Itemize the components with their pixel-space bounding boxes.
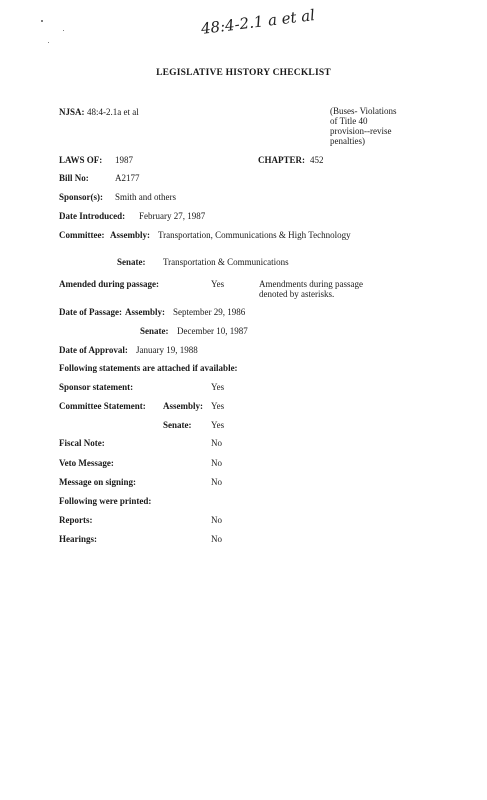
committee-statement-label: Committee Statement:	[59, 401, 146, 411]
page-title: LEGISLATIVE HISTORY CHECKLIST	[156, 68, 331, 78]
date-of-approval-label: Date of Approval:	[59, 345, 128, 355]
date-of-approval-value: January 19, 1988	[136, 345, 198, 355]
cs-assembly-value: Yes	[211, 401, 225, 411]
statements-heading: Following statements are attached if available:	[59, 363, 238, 373]
scan-speck	[41, 20, 43, 22]
passage-senate-value: December 10, 1987	[177, 326, 248, 336]
committee-senate-label: Senate:	[117, 257, 146, 267]
printed-heading: Following were printed:	[59, 496, 152, 506]
amended-value: Yes	[211, 279, 225, 289]
subject-block	[330, 106, 397, 146]
handwritten-annotation: 48:4-2.1 a et al	[200, 6, 316, 38]
amended-note	[259, 279, 363, 299]
hearings-value: No	[211, 534, 222, 544]
fiscal-note-label: Fiscal Note:	[59, 438, 105, 448]
reports-label: Reports:	[59, 515, 93, 525]
veto-message-label: Veto Message:	[59, 458, 114, 468]
amended-label: Amended during passage:	[59, 279, 160, 289]
njsa-value: 48:4-2.1a et al	[87, 107, 139, 117]
cs-senate-value: Yes	[211, 420, 225, 430]
sponsor-label: Sponsor(s):	[59, 192, 104, 202]
amended-note-line: Amendments during passage	[259, 279, 363, 289]
cs-assembly-label: Assembly:	[163, 401, 203, 411]
scan-speck	[48, 42, 49, 43]
sponsor-statement-label: Sponsor statement:	[59, 382, 134, 392]
committee-assembly-label: Assembly:	[110, 230, 150, 240]
bill-no-value: A2177	[115, 173, 140, 183]
passage-senate-label: Senate:	[140, 326, 169, 336]
message-signing-label: Message on signing:	[59, 477, 137, 487]
veto-message-value: No	[211, 458, 222, 468]
laws-of-label: LAWS OF:	[59, 155, 103, 165]
hearings-label: Hearings:	[59, 534, 97, 544]
sponsor-value: Smith and others	[115, 192, 176, 202]
bill-no-label: Bill No:	[59, 173, 89, 183]
date-introduced-value: February 27, 1987	[139, 211, 206, 221]
scan-speck	[63, 30, 64, 31]
chapter-label: CHAPTER:	[258, 155, 305, 165]
committee-assembly-value: Transportation, Communications & High Technology	[158, 230, 351, 240]
cs-senate-label: Senate:	[163, 420, 192, 430]
date-introduced-label: Date Introduced:	[59, 211, 126, 221]
subject-line: (Buses- Violations	[330, 106, 397, 116]
committee-senate-value: Transportation & Communications	[163, 257, 289, 267]
message-signing-value: No	[211, 477, 222, 487]
fiscal-note-value: No	[211, 438, 222, 448]
committee-label: Committee:	[59, 230, 105, 240]
passage-assembly-label: Assembly:	[125, 307, 165, 317]
subject-line: of Title 40	[330, 116, 368, 126]
subject-line: provision--revise	[330, 126, 392, 136]
subject-line: penalties)	[330, 136, 365, 146]
reports-value: No	[211, 515, 222, 525]
njsa-label: NJSA:	[59, 107, 85, 117]
date-of-passage-label: Date of Passage:	[59, 307, 122, 317]
sponsor-statement-value: Yes	[211, 382, 225, 392]
laws-of-value: 1987	[115, 155, 133, 165]
passage-assembly-value: September 29, 1986	[173, 307, 246, 317]
amended-note-line: denoted by asterisks.	[259, 289, 335, 299]
chapter-value: 452	[310, 155, 324, 165]
